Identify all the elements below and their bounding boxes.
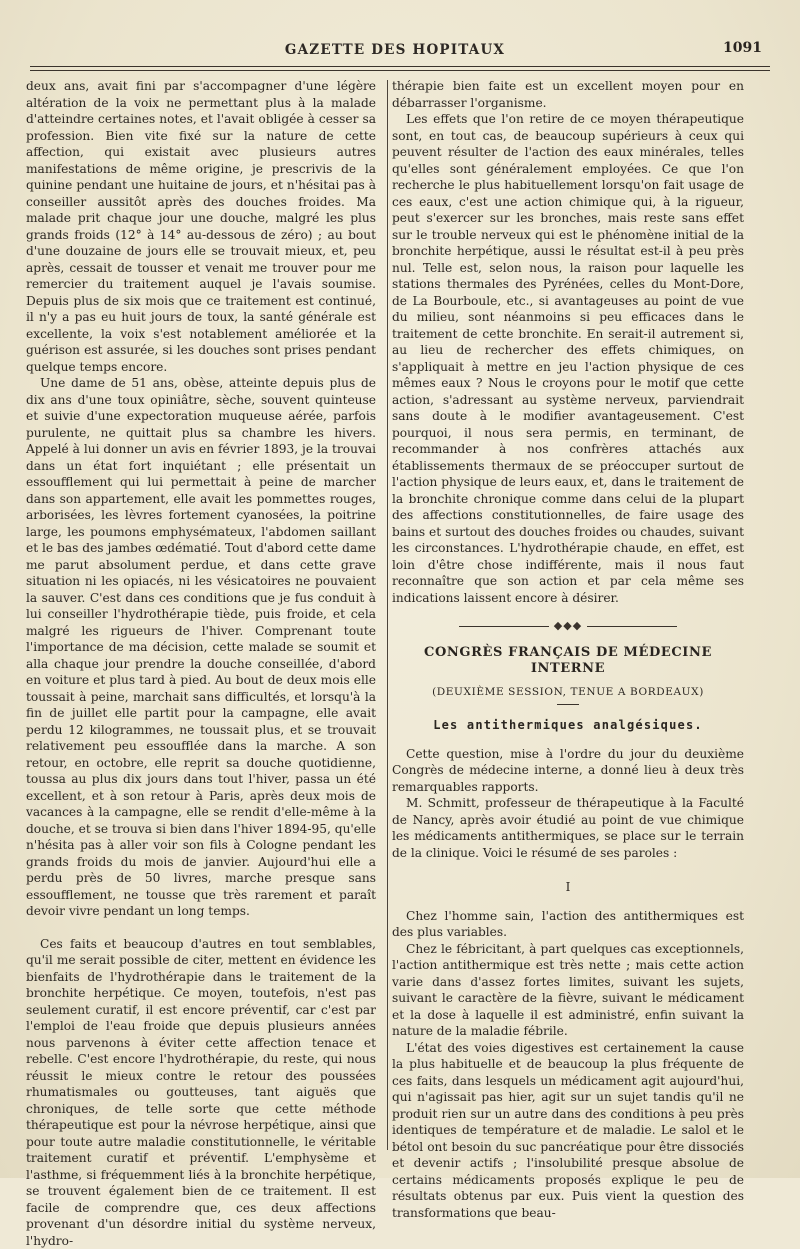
small-rule — [557, 704, 579, 705]
right-column — [392, 78, 744, 1221]
header-rule — [30, 66, 770, 67]
congress-subtitle: (DEUXIÈME SESSION, TENUE A BORDEAUX) — [392, 684, 744, 701]
paragraph: Ces faits et beaucoup d'autres en tout semblables, qu'il me serait possible de citer, mettent en évidence les bienfaits de l'hydrothérapie dans le traitement de la bronchite herpétique. Ce moyen, toutefois, n'est pas seulement curatif, il est encore préventif, car c'est par l'emploi de l'eau froide que depuis plusieurs années nous parvenons à éviter cette affection tenace et rebelle. C'est encore l'hydrothérapie, du reste, qui nous réussit le mieux contre le retour des poussées rhumatismales ou goutteuses, tant aiguës que chroniques, de telle sorte que cette méthode thérapeutique est pour la névrose herpétique, ainsi que pour toute autre maladie constitutionnelle, le véritable traitement curatif et préventif. L'emphysème et l'asthme, si fréquemment liés à la bronchite herpétique, se trouvent également bien de ce traitement. Il est facile de comprendre que, ces deux affections provenant d'un désordre initial du système nerveux, l'hydro- — [26, 936, 376, 1249]
page-number: 1091 — [723, 40, 762, 56]
section-heading: Les antithermiques analgésiques. — [392, 717, 744, 734]
section-number: I — [392, 879, 744, 896]
header-rule-thin — [30, 70, 770, 71]
paragraph: Les effets que l'on retire de ce moyen thérapeutique sont, en tout cas, de beaucoup supérieurs à ceux qui peuvent résulter de l'action des eaux minérales, telles qu'elles sont généralement employées. Ce que l'on recherche le plus habituellement lorsqu'on fait usage de ces eaux, c'est une action chimique qui, à la rigueur, peut s'exercer sur les bronches, mais reste sans effet sur le trouble nerveux qui est le phénomène initial de la bronchite herpétique, aussi le résultat est-il à peu près nul. Telle est, selon nous, la raison pour laquelle les stations thermales des Pyrénées, celles du Mont-Dore, de La Bourboule, etc., si avantageuses au point de vue du milieu, sont néanmoins si peu efficaces dans le traitement de cette bronchite. En serait-il autrement si, au lieu de rechercher des effets chimiques, on s'appliquait à mettre en jeu l'action physique de ces mêmes eaux ? Nous le croyons pour le motif que cette action, s'adressant au système nerveux, parviendrait sans doute à le modifier avantageusement. C'est pourquoi, il nous sera permis, en terminant, de recommander à nos confrères attachés aux établissements thermaux de se préoccuper surtout de l'action physique de leurs eaux, et, dans le traitement de la bronchite chronique comme dans celui de la plupart des affections constitutionnelles, de faire usage des bains et surtout des douches froides ou chaudes, suivant les circonstances. L'hydrothérapie chaude, en effet, est loin d'être chose indifférente, mais il nous faut reconnaître que son action et par cela même ses indications laissent encore à désirer. — [392, 111, 744, 606]
paragraph: thérapie bien faite est un excellent moyen pour en débarrasser l'organisme. — [392, 78, 744, 111]
column-divider — [387, 80, 388, 1150]
page-header — [20, 40, 770, 66]
paragraph: deux ans, avait fini par s'accompagner d'une légère altération de la voix ne permettant plus à la malade d'atteindre certaines notes, et l'avait obligée à cesser sa profession. Bien vite fixé sur la nature de cette affection, qui existait avec plusieurs autres manifestations de même origine, je prescrivis de la quinine pendant une huitaine de jours, et n'hésitai pas à conseiller aussitôt après des douches froides. Ma malade prit chaque jour une douche, malgré les plus grands froids (12° à 14° au-dessous de zéro) ; au bout d'une douzaine de jours elle se trouvait mieux, et, peu après, cessait de tousser et venait me trouver pour me remercier du traitement auquel je l'avais soumise. Depuis plus de six mois que ce traitement est continué, il n'y a pas eu huit jours de toux, la santé générale est excellente, la voix s'est notablement améliorée et la guérison est assurée, si les douches sont prises pendant quelque temps encore. — [26, 78, 376, 375]
paragraph: Chez le fébricitant, à part quelques cas exceptionnels, l'action antithermique est très nette ; mais cette action varie dans d'assez fortes limites, suivant les sujets, suivant le caractère de la fièvre, suivant le médicament et la dose à laquelle il est administré, enfin suivant la nature de la maladie fébrile. — [392, 941, 744, 1040]
journal-title: GAZETTE DES HOPITAUX — [20, 42, 770, 58]
paragraph: Cette question, mise à l'ordre du jour du deuxième Congrès de médecine interne, a donné lieu à deux très remarquables rapports. — [392, 746, 744, 796]
paragraph: Chez l'homme sain, l'action des antithermiques est des plus variables. — [392, 908, 744, 941]
paragraph: M. Schmitt, professeur de thérapeutique à la Faculté de Nancy, après avoir étudié au point de vue chimique les médicaments antithermiques, se place sur le terrain de la clinique. Voici le résumé de ses paroles : — [392, 795, 744, 861]
paragraph: Une dame de 51 ans, obèse, atteinte depuis plus de dix ans d'une toux opiniâtre, sèche, souvent quinteuse et suivie d'une expectoration muqueuse aérée, parfois purulente, ne quittait plus sa chambre les hivers. Appelé à lui donner un avis en février 1893, je la trouvai dans un état fort inquiétant ; elle présentait un essoufflement qui lui permettait à peine de marcher dans son appartement, elle avait les pommettes rouges, arborisées, les lèvres fortement cyanosées, la poitrine large, les poumons emphysémateux, l'abdomen saillant et le bas des jambes œdématié. Tout d'abord cette dame me parut absolument perdue, et dans cette grave situation ni les opiacés, ni les vésicatoires ne pouvaient la sauver. C'est dans ces conditions que je fus conduit à lui conseiller l'hydrothérapie tiède, puis froide, et cela malgré les rigueurs de l'hiver. Comprenant toute l'importance de ma décision, cette malade se soumit et alla chaque jour prendre la douche conseillée, d'abord en voiture et plus tard à pied. Au bout de deux mois elle toussait à peine, marchait sans difficultés, et lorsqu'à la fin de juillet elle partit pour la campagne, elle avait perdu 12 kilogrammes, ne toussait plus, et se trouvait relativement peu essoufflée dans la marche. A son retour, en octobre, elle reprit sa douche quotidienne, toussa au plus dix jours dans tout l'hiver, passa un été excellent, et à son retour à Paris, après deux mois de vacances à la campagne, elle se rendit d'elle-même à la douche, et se trouva si bien dans l'hiver 1894-95, qu'elle n'hésita pas à aller voir son fils à Cologne pendant les grands froids du mois de janvier. Aujourd'hui elle a perdu près de 50 livres, marche presque sans essoufflement, ne tousse que très rarement et paraît devoir vivre pendant un long temps. — [26, 375, 376, 920]
section-ornament: ◆◆◆ — [392, 618, 744, 635]
left-column — [26, 78, 376, 1249]
congress-title: CONGRÈS FRANÇAIS DE MÉDECINE INTERNE — [392, 645, 744, 678]
paragraph: L'état des voies digestives est certainement la cause la plus habituelle et de beaucoup la plus fréquente de ces faits, dans lesquels un médicament agit aujourd'hui, qui n'agissait pas hier, agit sur un sujet tandis qu'il ne produit rien sur un autre dans des conditions à peu près identiques de température et de maladie. Le salol et le bétol ont besoin du suc pancréatique pour être dissociés et devenir actifs ; l'insolubilité presque absolue de certains médicaments proposés explique le peu de résultats obtenus par eux. Puis vient la question des transformations que beau- — [392, 1040, 744, 1222]
